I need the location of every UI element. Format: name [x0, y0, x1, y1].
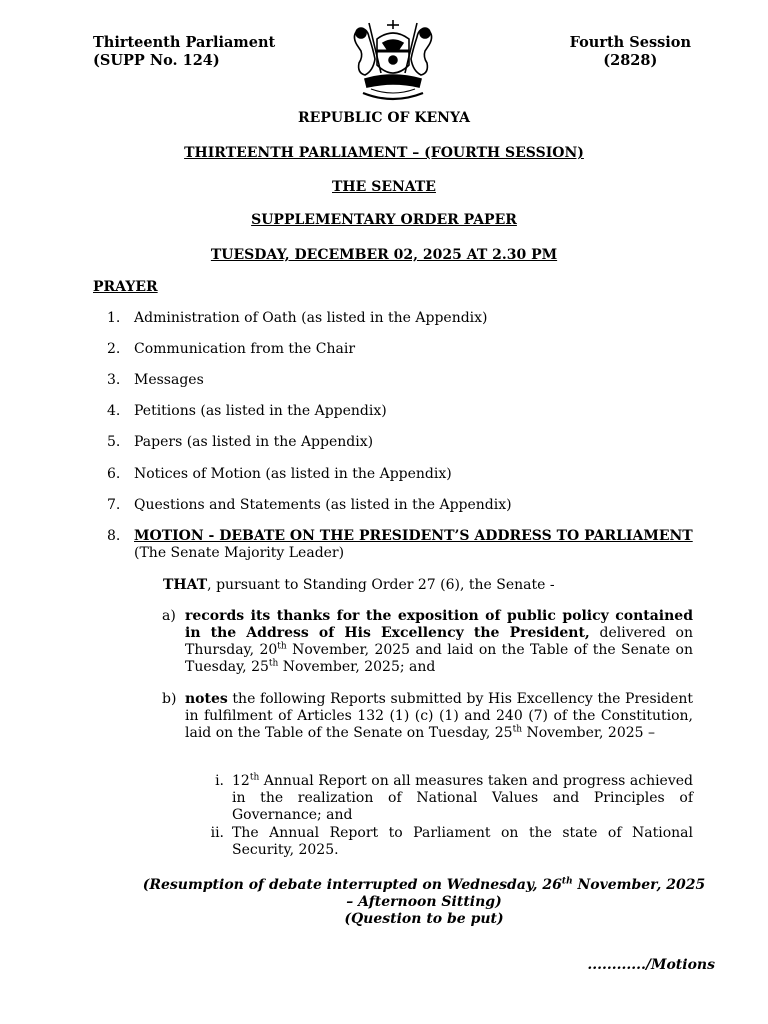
item-number: 8. [107, 528, 121, 544]
that-keyword: THAT [163, 577, 208, 593]
list-item [107, 341, 355, 357]
list-item [107, 497, 512, 513]
para-a-bold: records its thanks for the exposition of public policy contained in the Address of His Excellency the President, [185, 608, 693, 641]
item-text: Papers (as listed in the Appendix) [134, 434, 374, 450]
sitting-date: TUESDAY, DECEMBER 02, 2025 AT 2.30 PM [210, 247, 558, 263]
item-text: Questions and Statements (as listed in the Appendix) [134, 497, 512, 513]
kenya-coat-of-arms-icon [343, 15, 443, 105]
supp-number: (SUPP No. 124) [93, 52, 220, 69]
ordinal-suffix: th [561, 876, 573, 887]
header-right [570, 34, 691, 70]
para-a-label: a) [162, 608, 176, 624]
item-text: Messages [134, 372, 204, 388]
paper-number: (2828) [603, 52, 658, 69]
question-note: (Question to be put) [344, 911, 504, 927]
continuation-marker: ............/Motions [587, 957, 715, 973]
list-item [107, 310, 488, 326]
item-number: 5. [107, 434, 121, 450]
paper-title: SUPPLEMENTARY ORDER PAPER [251, 212, 517, 228]
list-item [107, 403, 387, 419]
item-number: 7. [107, 497, 121, 513]
motion-preamble [163, 577, 555, 593]
ordinal-suffix: th [512, 724, 523, 735]
para-b-text1: the following Reports submitted by His Excellency the President in fulfilment of Articles 132 (1) (c) (1) and 240 (7) of the Constitution, laid on the Table of the Senate on Tuesday, 25 [185, 691, 693, 741]
list-item [107, 466, 452, 482]
parliament-label: Thirteenth Parliament [93, 34, 276, 51]
motion-title: MOTION - DEBATE ON THE PRESIDENT’S ADDRESS TO PARLIAMENT [134, 528, 693, 544]
para-b-label: b) [162, 691, 177, 707]
ordinal-suffix: th [277, 641, 287, 652]
item-text: Notices of Motion (as listed in the Appendix) [134, 466, 452, 482]
house-title: THE SENATE [332, 179, 436, 195]
item-text: Petitions (as listed in the Appendix) [134, 403, 387, 419]
subitem-i [232, 773, 693, 824]
item-number: 4. [107, 403, 121, 419]
subitem-ii: The Annual Report to Parliament on the state of National Security, 2025. [232, 825, 693, 858]
item-number: 1. [107, 310, 121, 326]
resumption-text2: November, 2025 – Afternoon Sitting) [346, 877, 706, 910]
subitem-i-text1: 12 [232, 773, 250, 789]
item-text: Communication from the Chair [134, 341, 356, 357]
ordinal-suffix: th [268, 658, 279, 669]
preamble-text: , pursuant to Standing Order 27 (6), the Senate - [207, 577, 555, 593]
resumption-text1: (Resumption of debate interrupted on Wednesday, 26 [142, 877, 562, 893]
item-number: 2. [107, 341, 121, 357]
item-number: 6. [107, 466, 121, 482]
resumption-note [140, 877, 708, 928]
header-left [93, 34, 275, 70]
list-item [107, 434, 373, 450]
ordinal-suffix: th [249, 772, 260, 783]
list-item [107, 372, 204, 388]
item-number: 3. [107, 372, 121, 388]
item-text: Administration of Oath (as listed in the Appendix) [134, 310, 488, 326]
subitem-i-text2: Annual Report on all measures taken and progress achieved in the realization of National Values and Principles of Governance; and [232, 773, 693, 823]
republic-title: REPUBLIC OF KENYA [298, 110, 470, 126]
para-a [185, 608, 693, 676]
subitem-i-label: i. [215, 773, 224, 789]
motion-mover: (The Senate Majority Leader) [134, 545, 345, 561]
resumption-line [140, 877, 708, 911]
para-b-bold: notes [185, 691, 228, 707]
session-label: Fourth Session [569, 34, 691, 51]
para-a-text2: November, 2025 and laid on the Table of the Senate on Tuesday, 25 [185, 642, 693, 675]
para-a-text1: delivered on Thursday, 20 [185, 625, 693, 658]
para-b-text2: November, 2025 – [522, 725, 655, 741]
para-b [185, 691, 693, 742]
subitem-ii-label: ii. [210, 825, 224, 841]
parliament-title: THIRTEENTH PARLIAMENT – (FOURTH SESSION) [184, 145, 584, 161]
prayer-heading: PRAYER [93, 279, 158, 295]
para-a-text3: November, 2025; and [278, 659, 436, 675]
